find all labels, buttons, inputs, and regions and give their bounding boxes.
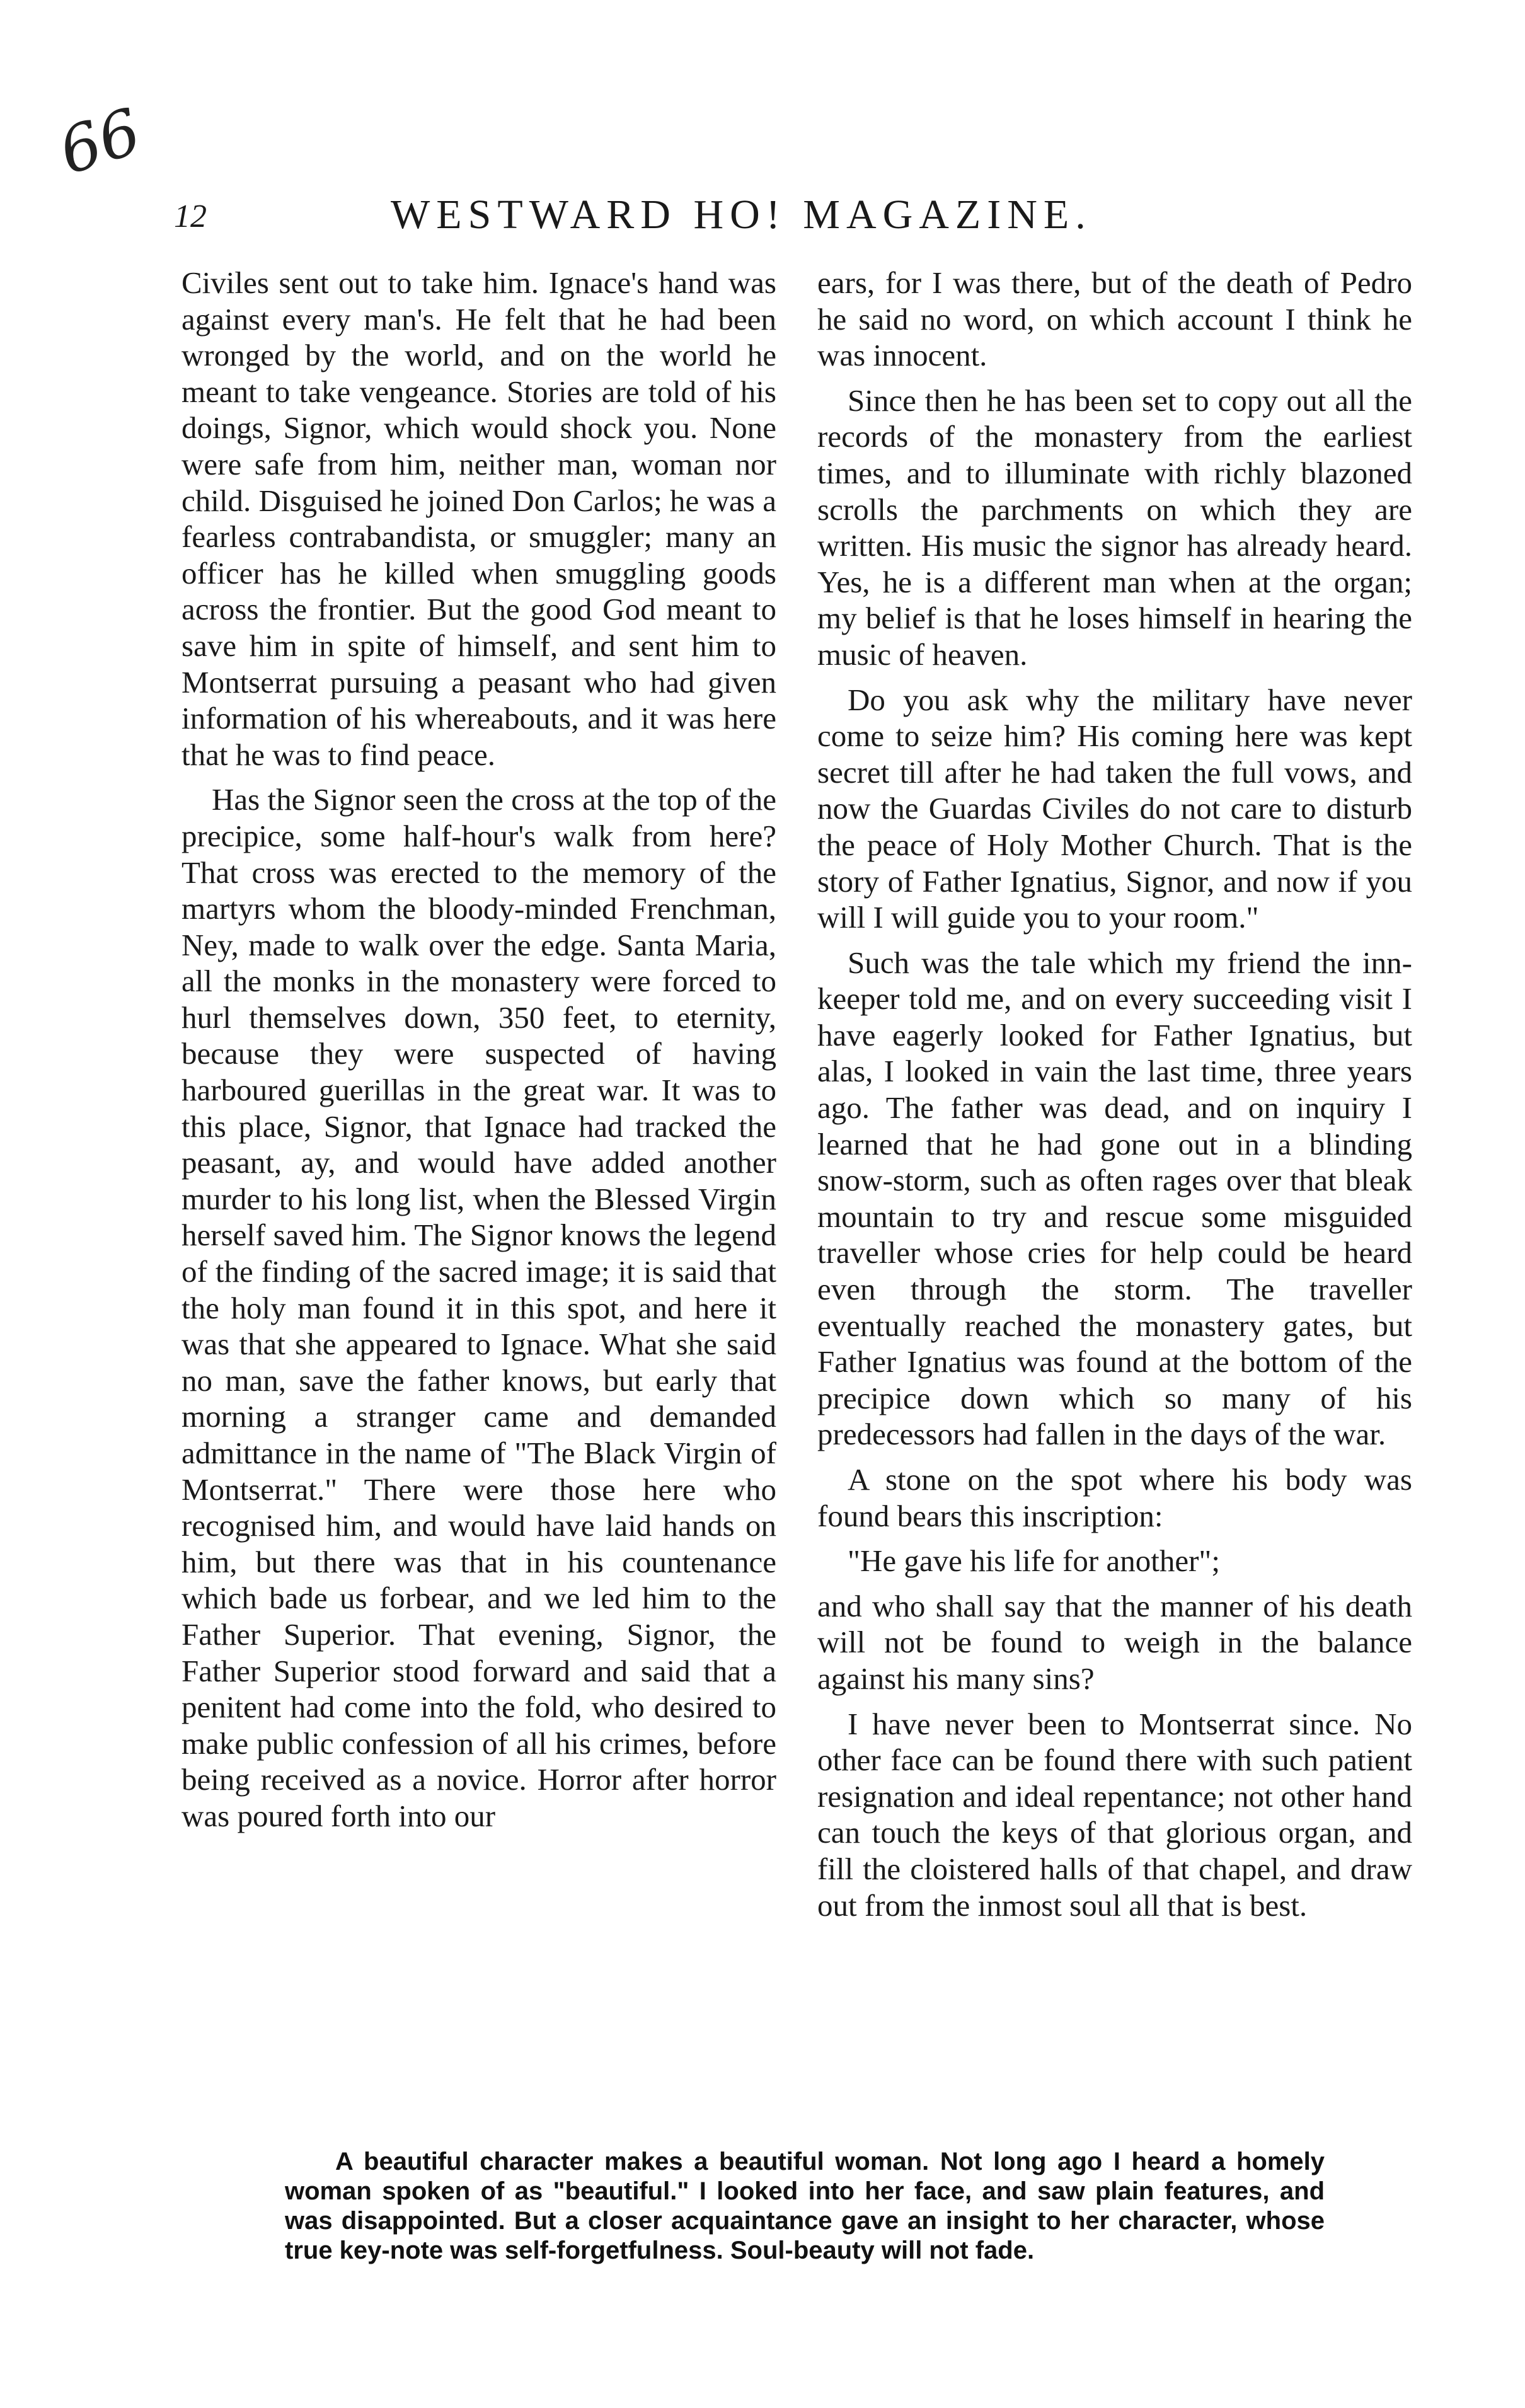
footnote-filler: A beautiful character makes a beautiful woman. Not long ago I heard a homely woman spoken of as "beautiful." I looked into her face, and saw plain features, and was disappointed. But a closer acquaintance gave an insight to her character, whose true key-note was self-forgetfulness. Soul-beauty will not fade. [285, 2148, 1325, 2264]
left-column [181, 265, 776, 1843]
paragraph: A stone on the spot where his body was found bears this inscription: [817, 1462, 1412, 1533]
paragraph: ears, for I was there, but of the death of Pedro he said no word, on which account I think he was innocent. [817, 265, 1412, 373]
inscription-quote: "He gave his life for another"; [848, 1543, 1221, 1579]
right-column [817, 265, 1412, 1932]
paragraph: Do you ask why the military have never come to seize him? His coming here was kept secret till after he had taken the full vows, and now the Guardas Civiles do not care to disturb the peace of Holy Mother Church. That is the story of Father Ignatius, Signor, and now if you will I will guide you to your room." [817, 682, 1412, 935]
page-number: 12 [174, 199, 207, 234]
paragraph: Civiles sent out to take him. Ignace's hand was against every man's. He felt that he had been wronged by the world, and on the world he meant to take vengeance. Stories are told of his doings, Signor, which would shock you. None were safe from him, neither man, woman nor child. Disguised he joined Don Carlos; he was a fearless contrabandista, or smuggler; many an officer has he killed when smuggling goods across the frontier. But the good God meant to save him in spite of himself, and sent him to Montserrat pursuing a peasant who had given information of his whereabouts, and it was here that he was to find peace. [181, 265, 776, 772]
paragraph: Such was the tale which my friend the inn-keeper told me, and on every succeeding visit I have eagerly looked for Father Ignatius, but alas, I looked in vain the last time, three years ago. The father was dead, and on inquiry I learned that he had gone out in a blinding snow-storm, such as often rages over that bleak mountain to try and rescue some misguided traveller whose cries for help could be heard even through the storm. The traveller eventually reached the monastery gates, but Father Ignatius was found at the bottom of the precipice down which so many of his predecessors had fallen in the days of the war. [817, 945, 1412, 1452]
paragraph: and who shall say that the manner of his death will not be found to weigh in the balance against his many sins? [817, 1588, 1412, 1696]
paragraph: I have never been to Montserrat since. No other face can be found there with such patient resignation and ideal repentance; not other hand can touch the keys of that glorious organ, and fill the cloistered halls of that chapel, and draw out from the inmost soul all that is best. [817, 1706, 1412, 1923]
paragraph: Since then he has been set to copy out all the records of the monastery from the earliest times, and to illuminate with richly blazoned scrolls the parchments on which they are written. His music the signor has already heard. Yes, he is a different man when at the organ; my belief is that he loses himself in hearing the music of heaven. [817, 383, 1412, 672]
paragraph: Has the Signor seen the cross at the top of the precipice, some half-hour's walk from here? That cross was erected to the memory of the martyrs whom the bloody-minded Frenchman, Ney, made to walk over the edge. Santa Maria, all the monks in the monastery were forced to hurl themselves down, 350 feet, to eternity, because they were suspected of having harboured guerillas in the great war. It was to this place, Signor, that Ignace had tracked the peasant, ay, and would have added another murder to his long list, when the Blessed Virgin herself saved him. The Signor knows the legend of the finding of the sacred image; it is said that the holy man found it in this spot, and here it was that she appeared to Ignace. What she said no man, save the father knows, but early that morning a stranger came and demanded admittance in the name of "The Black Virgin of Montserrat." There were those here who recognised him, and would have laid hands on him, but there was that in his countenance which bade us forbear, and we led him to the Father Superior. That evening, Signor, the Father Superior stood forward and said that a penitent had come into the fold, who desired to make public confession of all his crimes, before being received as a novice. Horror after horror was poured forth into our [181, 782, 776, 1833]
running-title: WESTWARD HO! MAGAZINE. [391, 192, 1092, 238]
handwritten-page-mark: 66 [50, 94, 150, 189]
